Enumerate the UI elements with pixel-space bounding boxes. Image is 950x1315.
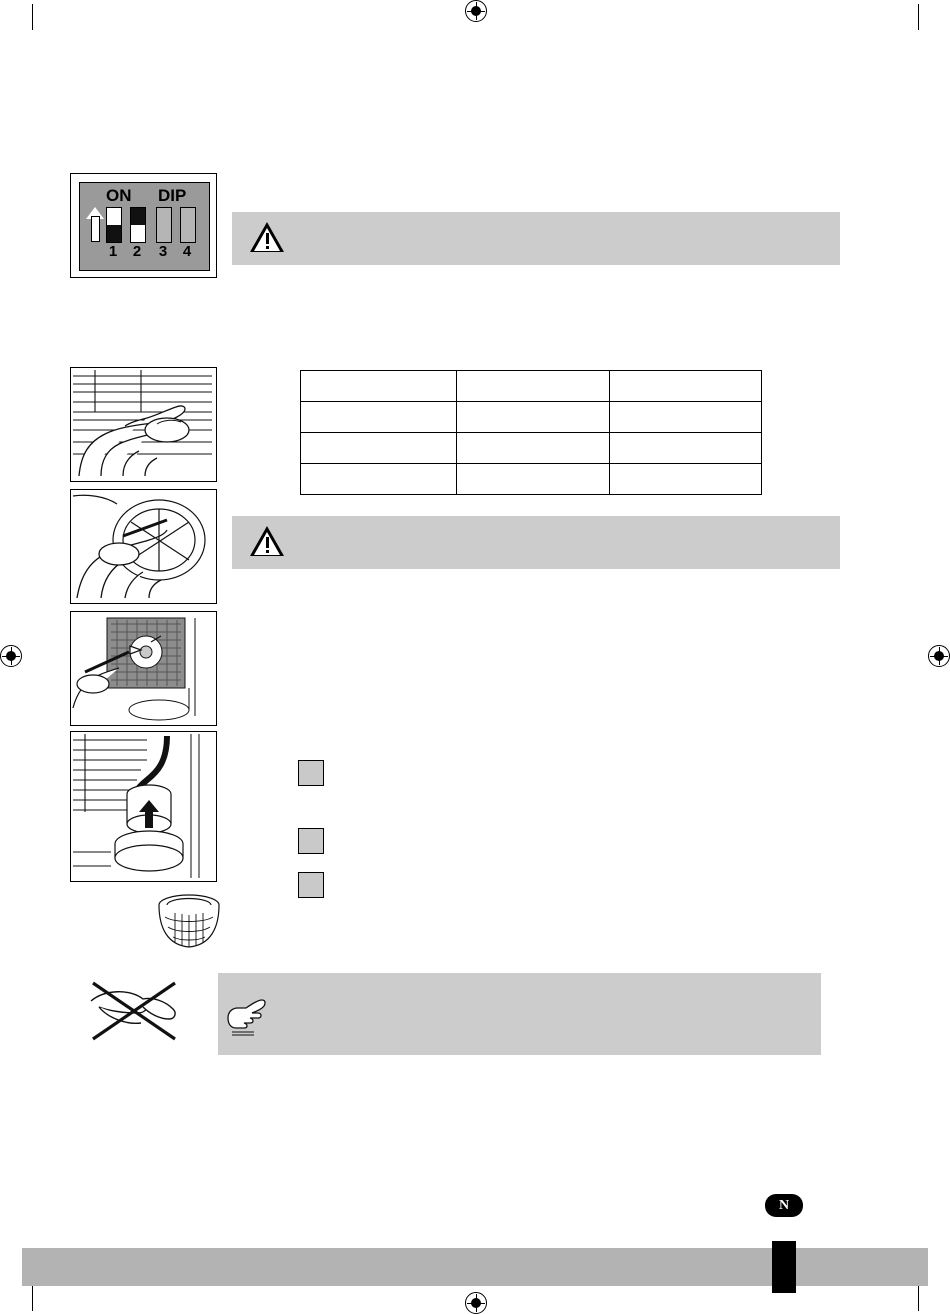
dip-on-label: ON <box>106 186 132 205</box>
dip-switch-1 <box>106 207 122 243</box>
registration-dot <box>6 651 16 661</box>
crop-mark-bottom-right <box>918 1285 919 1311</box>
dip-switch-illustration <box>70 173 217 278</box>
table-row <box>301 464 762 495</box>
crop-mark-top-left <box>32 4 33 30</box>
warning-note-1 <box>232 212 840 265</box>
dip-switch-number-4: 4 <box>182 243 192 260</box>
hand-with-screwdriver-photo <box>70 489 217 604</box>
table-cell <box>609 371 761 402</box>
table-cell <box>609 433 761 464</box>
table-cell <box>301 433 457 464</box>
dip-dip-label: DIP <box>158 186 187 205</box>
registration-mark-top <box>465 0 487 22</box>
dip-switch-number-3: 3 <box>158 243 168 260</box>
table-row <box>301 402 762 433</box>
crop-mark-top-right <box>918 4 919 30</box>
filter-basket-drawing <box>155 893 223 955</box>
table-cell <box>457 402 609 433</box>
registration-dot <box>934 651 944 661</box>
table-cell <box>301 464 457 495</box>
table-cell <box>609 464 761 495</box>
dip-switch-3 <box>156 207 172 243</box>
table-row <box>301 433 762 464</box>
crop-mark-bottom-left <box>32 1285 33 1311</box>
specification-table <box>300 370 762 492</box>
pointing-hand-icon <box>224 992 268 1038</box>
filter-panel-screwdriver-photo <box>70 611 217 726</box>
footer-page-marker <box>772 1241 796 1293</box>
registration-mark-left <box>0 645 22 667</box>
warning-triangle-icon <box>250 222 284 252</box>
list-item-bullet-3 <box>298 872 324 898</box>
dip-switch-number-1: 1 <box>108 243 118 260</box>
table-cell <box>457 464 609 495</box>
table-cell <box>609 402 761 433</box>
dip-switch-2 <box>130 207 146 243</box>
language-badge: N <box>765 1194 803 1217</box>
pump-filter-removal-photo <box>70 731 217 882</box>
table-row <box>301 371 762 402</box>
dip-switch-body <box>79 182 210 271</box>
list-item-bullet-1 <box>298 760 324 786</box>
registration-dot <box>471 6 481 16</box>
warning-note-2 <box>232 516 840 569</box>
hand-on-vent-grille-photo <box>70 367 217 482</box>
list-item-bullet-2 <box>298 828 324 854</box>
table-cell <box>457 433 609 464</box>
table-cell <box>457 371 609 402</box>
registration-mark-bottom <box>465 1292 487 1314</box>
warning-triangle-icon <box>250 526 284 556</box>
registration-mark-right <box>928 645 950 667</box>
registration-dot <box>471 1298 481 1308</box>
dip-switch-number-2: 2 <box>132 243 142 260</box>
no-brush-crossed-out-drawing <box>85 975 183 1045</box>
table-cell <box>301 402 457 433</box>
table-cell <box>301 371 457 402</box>
dip-switch-4 <box>180 207 196 243</box>
hint-note <box>218 973 821 1055</box>
